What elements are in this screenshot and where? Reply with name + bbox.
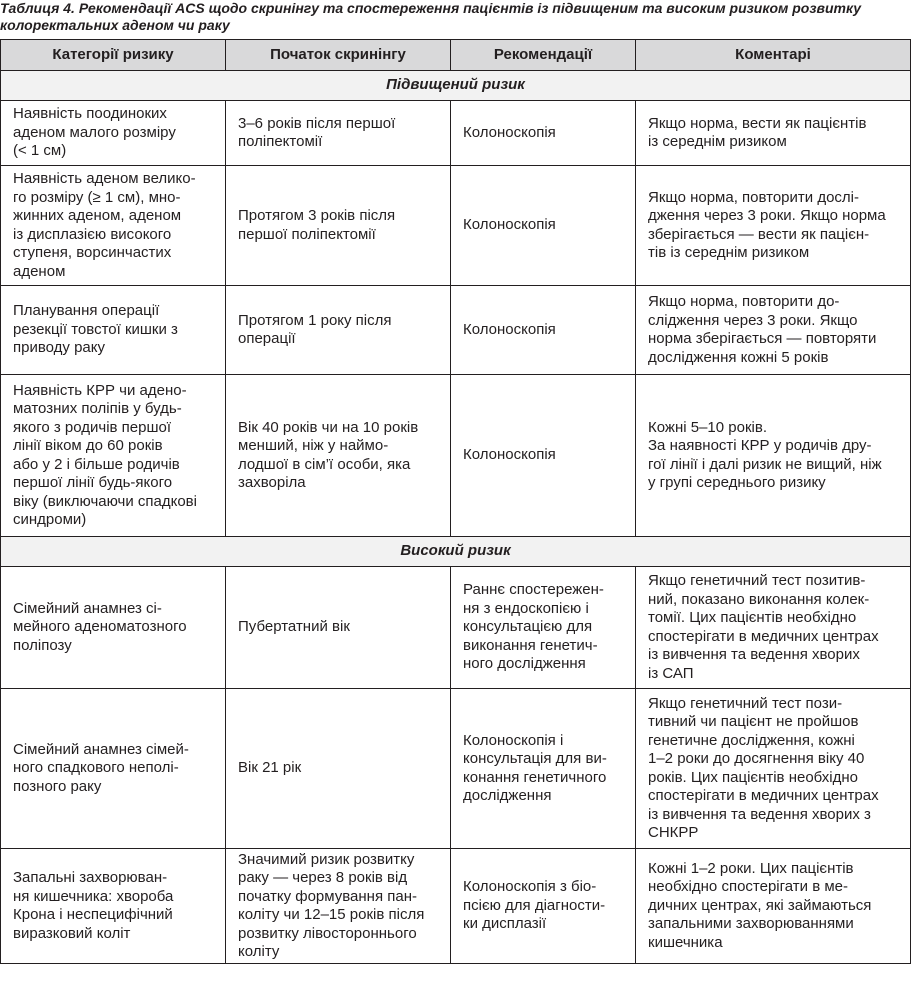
cell-text-line: Наявність КРР чи адено-: [13, 381, 187, 399]
cell-text-line: Планування операції: [13, 302, 160, 320]
cell-text-line: резекції товстої кишки з: [13, 320, 178, 338]
cell-text-line: першої поліпектомії: [238, 225, 376, 243]
cell-risk-category: [1, 166, 226, 286]
cell-text-line: консультацією для: [463, 618, 593, 636]
cell-text-line: ня кишечника: хвороба: [13, 887, 174, 905]
cell-comment: [636, 286, 911, 375]
cell-text-line: 1–2 роки до досягнення віку 40: [648, 750, 865, 767]
cell-text-line: консультація для ви-: [463, 750, 607, 767]
cell-text-line: За наявності КРР у родичів дру-: [648, 437, 872, 454]
cell-text-line: кишечника: [648, 933, 723, 951]
cell-text-line: конання генетичного: [463, 768, 607, 786]
cell-text-line: необхідно спостерігати в ме-: [648, 878, 848, 896]
cell-text-line: виконання генетич-: [463, 636, 598, 654]
cell-screening-start: [226, 375, 451, 537]
table-row: [1, 101, 911, 166]
cell-risk-category: [1, 849, 226, 964]
recommendations-table: [0, 39, 911, 964]
cell-text-line: аденом: [13, 262, 66, 280]
cell-text-line: коліту: [238, 943, 280, 960]
cell-text-line: операції: [238, 330, 296, 347]
cell-text-line: Якщо норма, вести як пацієнтів: [648, 114, 867, 132]
cell-text-line: або у 2 і більше родичів: [13, 455, 180, 473]
cell-screening-start: [226, 286, 451, 375]
header-comments: Коментарі: [636, 40, 911, 71]
table-row: [1, 166, 911, 286]
cell-recommendation: [451, 166, 636, 286]
cell-text-line: Колоноскопія: [463, 320, 556, 338]
cell-text-line: у групі середнього ризику: [648, 474, 826, 491]
cell-text-line: зберігається — вести як пацієн-: [648, 225, 870, 243]
cell-risk-category: [1, 101, 226, 166]
cell-text-line: Наявність аденом велико-: [13, 170, 196, 187]
cell-text-line: Крона і неспецифічний: [13, 906, 173, 923]
table-row: [1, 689, 911, 849]
cell-text-line: спостерігати в медичних центрах: [648, 627, 879, 645]
cell-text-line: гої лінії і далі ризик не вищий, ніж: [648, 455, 882, 473]
cell-text-line: мейного аденоматозного: [13, 618, 187, 636]
section-title: Підвищений ризик: [1, 71, 911, 101]
section-row: [1, 537, 911, 567]
cell-recommendation: [451, 689, 636, 849]
cell-risk-category: [1, 689, 226, 849]
cell-screening-start: [226, 567, 451, 689]
cell-text-line: першої лінії будь-якого: [13, 474, 173, 491]
cell-text-line: жинних аденом, аденом: [13, 207, 182, 224]
cell-text-line: ного спадкового неполі-: [13, 759, 179, 777]
cell-recommendation: [451, 849, 636, 964]
section-title: Високий ризик: [1, 537, 911, 567]
cell-text-line: позного раку: [13, 777, 102, 795]
header-row: [1, 40, 911, 71]
cell-text-line: виразковий коліт: [13, 924, 131, 942]
cell-text-line: лінії віком до 60 років: [13, 437, 163, 454]
cell-text-line: Протягом 3 років після: [238, 207, 396, 224]
cell-text-line: Кожні 5–10 років.: [648, 418, 767, 436]
cell-screening-start: [226, 101, 451, 166]
cell-text-line: Вік 40 років чи на 10 років: [238, 418, 419, 436]
cell-text-line: тивний чи пацієнт не пройшов: [648, 713, 859, 730]
cell-text-line: дослідження: [463, 787, 552, 804]
cell-text-line: Якщо генетичний тест позитив-: [648, 572, 866, 589]
caption-line: колоректальних аденом чи раку: [0, 17, 230, 33]
caption-line: Таблиця 4. Рекомендації ACS щодо скринінгу та спостереження пацієнтів із підвищеним та високим ризиком розвитку: [0, 0, 861, 16]
cell-text-line: Колоноскопія з біо-: [463, 878, 597, 896]
cell-text-line: із дисплазією високого: [13, 225, 172, 243]
table-caption: [0, 0, 905, 34]
cell-text-line: із САП: [648, 664, 694, 682]
cell-risk-category: [1, 567, 226, 689]
table-row: [1, 849, 911, 964]
cell-text-line: спостерігати в медичних центрах: [648, 787, 879, 804]
cell-text-line: Колоноскопія: [463, 446, 556, 464]
cell-comment: [636, 849, 911, 964]
cell-comment: [636, 101, 911, 166]
cell-text-line: дослідження кожні 5 років: [648, 348, 829, 366]
cell-text-line: норма зберігається — повторяти: [648, 330, 877, 347]
cell-comment: [636, 375, 911, 537]
cell-text-line: Колоноскопія і: [463, 731, 564, 749]
header-screening-start: Початок скринінгу: [226, 40, 451, 71]
cell-text-line: тів із середнім ризиком: [648, 244, 810, 261]
header-risk-category: Категорії ризику: [1, 40, 226, 71]
cell-text-line: аденом малого розміру: [13, 123, 176, 141]
table-body: [1, 71, 911, 964]
cell-text-line: 3–6 років після першої: [238, 114, 396, 132]
cell-recommendation: [451, 101, 636, 166]
cell-screening-start: [226, 689, 451, 849]
cell-risk-category: [1, 286, 226, 375]
cell-text-line: Колоноскопія: [463, 216, 556, 234]
cell-text-line: матозних поліпів у будь-: [13, 400, 182, 417]
cell-text-line: Раннє спостережен-: [463, 581, 604, 599]
cell-comment: [636, 166, 911, 286]
cell-text-line: Наявність поодиноких: [13, 105, 167, 123]
cell-text-line: років. Цих пацієнтів необхідно: [648, 768, 858, 786]
section-row: [1, 71, 911, 101]
table-row: [1, 567, 911, 689]
cell-screening-start: [226, 849, 451, 964]
cell-text-line: менший, ніж у наймо-: [238, 437, 389, 454]
cell-text-line: запальними захворюваннями: [648, 915, 854, 933]
cell-text-line: лодшої в сім’ї особи, яка: [238, 455, 411, 473]
cell-text-line: із вивчення та ведення хворих: [648, 646, 860, 663]
cell-text-line: із вивчення та ведення хворих з: [648, 805, 871, 823]
cell-comment: [636, 689, 911, 849]
cell-text-line: генетичне дослідження, кожні: [648, 731, 855, 749]
cell-text-line: Протягом 1 року після: [238, 311, 392, 329]
cell-text-line: Значимий ризик розвитку: [238, 850, 415, 868]
cell-text-line: дження через 3 роки. Якщо норма: [648, 207, 886, 224]
cell-text-line: синдроми): [13, 511, 87, 528]
cell-text-line: СНКРР: [648, 824, 699, 841]
cell-text-line: поліпозу: [13, 636, 72, 654]
cell-text-line: томії. Цих пацієнтів необхідно: [648, 609, 857, 626]
cell-text-line: Якщо генетичний тест пози-: [648, 694, 843, 712]
cell-recommendation: [451, 375, 636, 537]
cell-text-line: Вік 21 рік: [238, 759, 302, 777]
cell-text-line: Сімейний анамнез сі-: [13, 599, 162, 617]
cell-text-line: Якщо норма, повторити до-: [648, 293, 840, 310]
cell-comment: [636, 567, 911, 689]
cell-text-line: Запальні захворюван-: [13, 869, 168, 886]
header-recommendations: Рекомендації: [451, 40, 636, 71]
cell-text-line: Сімейний анамнез сімей-: [13, 740, 189, 758]
cell-text-line: псією для діагности-: [463, 896, 606, 914]
cell-recommendation: [451, 286, 636, 375]
cell-text-line: віку (виключаючи спадкові: [13, 492, 197, 510]
cell-text-line: поліпектомії: [238, 133, 323, 150]
cell-text-line: ний, показано виконання колек-: [648, 590, 870, 608]
cell-text-line: слідження через 3 роки. Якщо: [648, 311, 858, 329]
cell-text-line: Якщо норма, повторити дослі-: [648, 188, 859, 206]
cell-text-line: початку формування пан-: [238, 887, 417, 905]
cell-text-line: ступеня, ворсинчастих: [13, 244, 172, 261]
cell-text-line: приводу раку: [13, 339, 105, 357]
cell-text-line: ня з ендоскопією і: [463, 599, 589, 617]
cell-text-line: раку — через 8 років від: [238, 869, 408, 886]
table-row: [1, 375, 911, 537]
table-row: [1, 286, 911, 375]
cell-text-line: ки дисплазії: [463, 915, 547, 933]
cell-text-line: Пубертатний вік: [238, 618, 350, 636]
cell-text-line: розвитку лівостороннього: [238, 924, 417, 942]
cell-recommendation: [451, 567, 636, 689]
cell-text-line: Кожні 1–2 роки. Цих пацієнтів: [648, 859, 854, 877]
cell-text-line: якого з родичів першої: [13, 418, 172, 436]
cell-text-line: захворіла: [238, 474, 306, 491]
cell-screening-start: [226, 166, 451, 286]
cell-text-line: (< 1 см): [13, 142, 67, 160]
cell-text-line: ного дослідження: [463, 655, 586, 673]
cell-text-line: із середнім ризиком: [648, 133, 787, 150]
cell-text-line: го розміру (≥ 1 см), мно-: [13, 188, 181, 206]
cell-risk-category: [1, 375, 226, 537]
cell-text-line: коліту чи 12–15 років після: [238, 906, 425, 923]
cell-text-line: дичних центрах, які займаються: [648, 896, 872, 914]
cell-text-line: Колоноскопія: [463, 123, 556, 141]
